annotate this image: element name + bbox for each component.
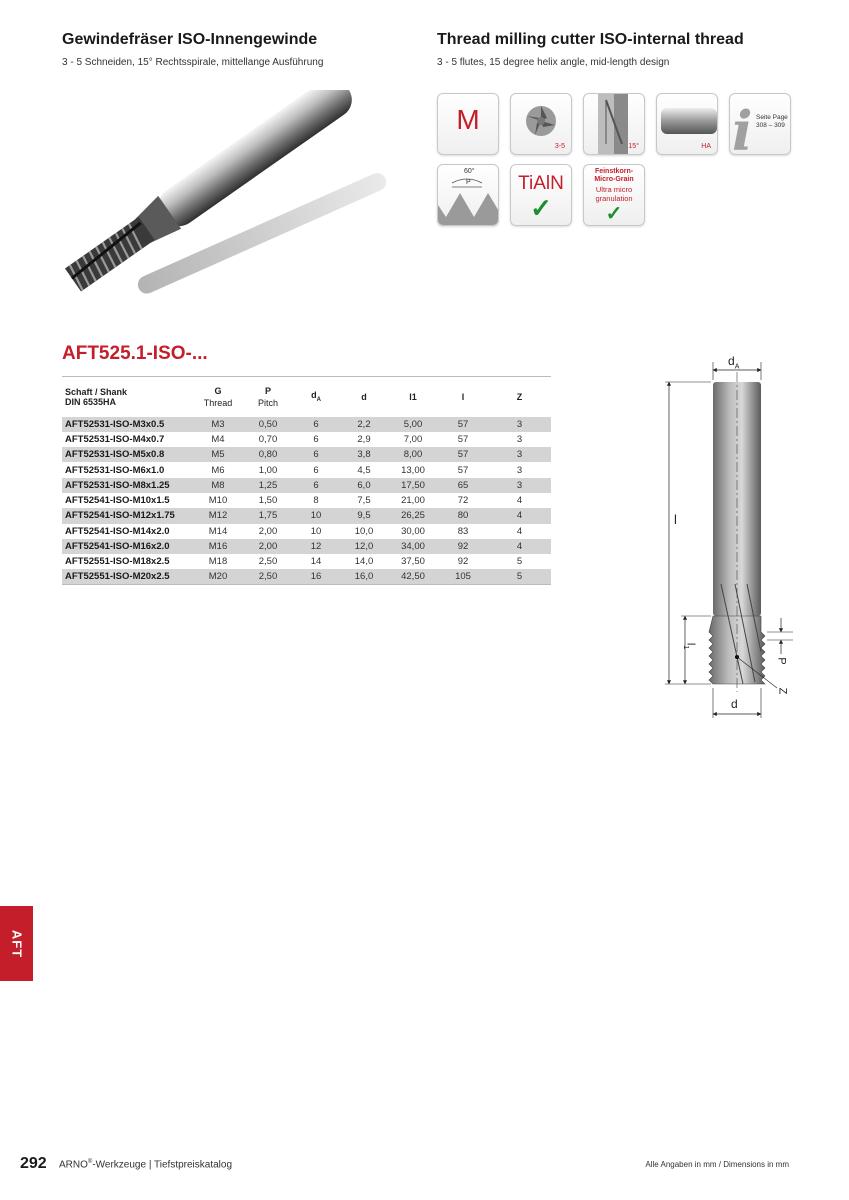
- cell-l1: 7,00: [403, 433, 423, 445]
- cell-d: 16,0: [340, 569, 388, 584]
- cell-p: 0,50: [244, 417, 292, 432]
- material-icon: M: [437, 93, 499, 155]
- cell-g: M4: [211, 433, 225, 445]
- cell-g: M3: [192, 417, 244, 432]
- info-icon: i Seite Page 308 – 309: [729, 93, 791, 155]
- page-number: 292: [20, 1155, 47, 1172]
- cell-l: 57: [457, 464, 469, 476]
- cell-z: 3: [488, 447, 551, 462]
- cell-z: 3: [516, 433, 523, 445]
- cell-g: M16: [192, 539, 244, 554]
- cell-code: AFT52541-ISO-M16x2.0: [62, 539, 192, 554]
- cell-da: 6: [292, 478, 340, 493]
- cell-l: 65: [438, 478, 488, 493]
- footer-note: Alle Angaben in mm / Dimensions in mm: [645, 1160, 789, 1169]
- cell-d: 9,5: [340, 508, 388, 523]
- coating-icon: TiAlN ✓: [510, 164, 572, 226]
- cell-l1: 17,50: [388, 478, 438, 493]
- cell-da: 6: [292, 417, 340, 432]
- cell-g: M8: [192, 478, 244, 493]
- cell-z: 4: [488, 539, 551, 554]
- cell-d: 7,5: [357, 495, 371, 507]
- cell-d: 2,9: [357, 433, 371, 445]
- cell-d: 3,8: [340, 447, 388, 462]
- cell-z: 3: [488, 478, 551, 493]
- label-da: $d_A$: [728, 354, 740, 371]
- cell-code: AFT52541-ISO-M12x1.75: [62, 508, 192, 523]
- cell-d: 2,2: [340, 417, 388, 432]
- cell-code: AFT52551-ISO-M18x2.5: [65, 556, 170, 568]
- cell-p: 2,00: [258, 525, 278, 537]
- cell-code: AFT52531-ISO-M8x1.25: [62, 478, 192, 493]
- header-thread: G Thread: [192, 377, 244, 417]
- cell-code: AFT52531-ISO-M3x0.5: [62, 417, 192, 432]
- check-icon: ✓: [530, 193, 552, 223]
- subtitle-german: 3 - 5 Schneiden, 15° Rechtsspirale, mittellange Ausführung: [62, 57, 324, 68]
- cell-l1: 34,00: [388, 539, 438, 554]
- cell-code: AFT52541-ISO-M10x1.5: [65, 495, 170, 507]
- svg-text:i: i: [732, 99, 753, 155]
- cell-code: AFT52531-ISO-M4x0.7: [65, 433, 165, 445]
- micro-grain-icon: Feinstkorn- Micro-Grain Ultra micro granulation ✓: [583, 164, 645, 226]
- thread-profile-icon: 60° P: [437, 164, 499, 226]
- table-row: [62, 539, 551, 554]
- cell-d: 12,0: [340, 539, 388, 554]
- footer-catalog: ARNO®-Werkzeuge | Tiefstpreiskatalog: [59, 1159, 233, 1171]
- cell-p: 0,70: [258, 433, 278, 445]
- cell-g: M10: [208, 495, 228, 507]
- cell-z: 4: [516, 495, 523, 507]
- table-row: [62, 493, 551, 508]
- header-shank: Schaft / Shank DIN 6535HA: [62, 377, 192, 417]
- cell-z: 5: [488, 569, 551, 584]
- spec-table: [62, 376, 551, 585]
- cell-z: 3: [488, 417, 551, 432]
- cell-p: 1,25: [244, 478, 292, 493]
- table-row: [62, 462, 551, 477]
- label-z: Z: [776, 687, 789, 695]
- table-row: [62, 417, 551, 432]
- cell-g: M14: [208, 525, 228, 537]
- cell-g: M5: [192, 447, 244, 462]
- cell-g: M6: [211, 464, 225, 476]
- cell-da: 6: [313, 464, 319, 476]
- cell-d: 14,0: [354, 556, 374, 568]
- header-d: d: [340, 377, 388, 417]
- cell-code: AFT52531-ISO-M6x1.0: [65, 464, 165, 476]
- label-p: P: [775, 657, 788, 665]
- cell-da: 14: [310, 556, 322, 568]
- cell-p: 2,00: [244, 539, 292, 554]
- cell-p: 1,00: [258, 464, 278, 476]
- section-tab: AFT: [0, 906, 33, 981]
- cell-g: M20: [192, 569, 244, 584]
- cell-l: 72: [457, 495, 469, 507]
- cell-g: M12: [192, 508, 244, 523]
- cell-da: 8: [313, 495, 319, 507]
- cell-da: 6: [292, 447, 340, 462]
- helix-icon: 15°: [583, 93, 645, 155]
- header-z: Z: [488, 377, 551, 417]
- cell-p: 1,75: [244, 508, 292, 523]
- header-l: l: [438, 377, 488, 417]
- cell-p: 1,50: [258, 495, 278, 507]
- cell-l1: 37,50: [401, 556, 425, 568]
- shank-icon: HA: [656, 93, 718, 155]
- cell-p: 0,80: [244, 447, 292, 462]
- flutes-icon: 3-5: [510, 93, 572, 155]
- table-header-row: [62, 377, 551, 417]
- cell-l: 57: [438, 417, 488, 432]
- cell-l: 92: [457, 556, 469, 568]
- header-l1: l1: [388, 377, 438, 417]
- header-pitch: P Pitch: [244, 377, 292, 417]
- cell-l1: 8,00: [388, 447, 438, 462]
- cell-l: 92: [438, 539, 488, 554]
- cell-z: 5: [516, 556, 523, 568]
- cell-da: 10: [310, 525, 322, 537]
- cell-da: 6: [313, 433, 319, 445]
- header-da: $d_A$: [292, 377, 340, 417]
- cell-p: 2,50: [244, 569, 292, 584]
- tool-photo: [55, 90, 420, 315]
- cell-z: 4: [516, 525, 523, 537]
- cell-code: AFT52541-ISO-M14x2.0: [65, 525, 170, 537]
- label-l1: $l_1$: [682, 642, 697, 650]
- cell-l: 57: [438, 447, 488, 462]
- label-l: l: [674, 512, 677, 527]
- cell-l1: 26,25: [388, 508, 438, 523]
- cell-l1: 5,00: [388, 417, 438, 432]
- cell-da: 10: [292, 508, 340, 523]
- label-d: d: [731, 697, 738, 711]
- check-icon: ✓: [605, 203, 623, 225]
- table-row: [62, 508, 551, 523]
- table-row: [62, 569, 551, 584]
- cell-l: 57: [457, 433, 469, 445]
- cell-l: 83: [457, 525, 469, 537]
- table-row: [62, 447, 551, 462]
- table-row: [62, 524, 551, 539]
- cell-l: 105: [438, 569, 488, 584]
- subtitle-english: 3 - 5 flutes, 15 degree helix angle, mid-length design: [437, 57, 670, 68]
- cell-code: AFT52551-ISO-M20x2.5: [62, 569, 192, 584]
- cell-l1: 13,00: [401, 464, 425, 476]
- title-english: Thread milling cutter ISO-internal thread: [437, 31, 744, 48]
- table-row: [62, 478, 551, 493]
- cell-l1: 30,00: [401, 525, 425, 537]
- product-series-title: AFT525.1-ISO-...: [62, 343, 208, 364]
- cell-z: 4: [488, 508, 551, 523]
- cell-p: 2,50: [258, 556, 278, 568]
- table-row: [62, 432, 551, 447]
- cell-l1: 21,00: [401, 495, 425, 507]
- cell-d: 6,0: [340, 478, 388, 493]
- cell-g: M18: [208, 556, 228, 568]
- title-german: Gewindefräser ISO-Innengewinde: [62, 31, 318, 48]
- cell-l: 80: [438, 508, 488, 523]
- cell-da: 16: [292, 569, 340, 584]
- table-row: [62, 554, 551, 569]
- cell-d: 4,5: [357, 464, 371, 476]
- cell-d: 10,0: [354, 525, 374, 537]
- technical-drawing: [655, 352, 805, 727]
- cell-da: 12: [292, 539, 340, 554]
- cell-z: 3: [516, 464, 523, 476]
- cell-code: AFT52531-ISO-M5x0.8: [62, 447, 192, 462]
- cell-l1: 42,50: [388, 569, 438, 584]
